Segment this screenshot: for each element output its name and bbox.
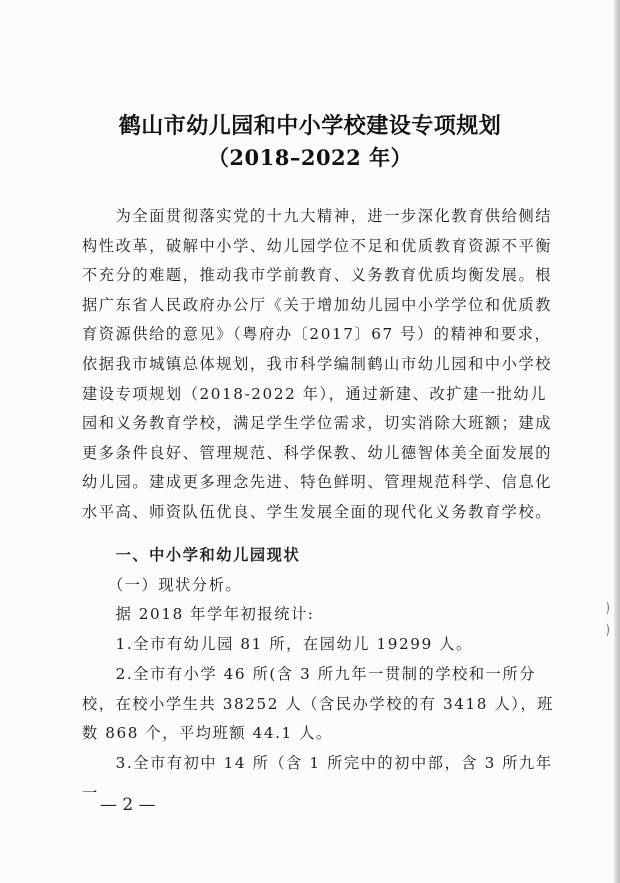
statistics-intro: 据 2018 年学年初报统计: [82, 605, 315, 623]
intro-paragraph: 为全面贯彻落实党的十九大精神，进一步深化教育供给侧结构性改革，破解中小学、幼儿园学位不足和优质教育资源不平衡不充分的难题，推动我市学前教育、义务教育优质均衡发展。根据广东省人民政府办公厅《关于增加幼儿园中小学学位和优质教育资源供给的意见》（粤府办〔2017〕67 号）的精神和要求，依据我市城镇总体规划，我市科学编制鹤山市幼儿园和中小学校建设专项规划（2018-2022 年），通过新建、改扩建一批幼儿园和义务教育学校，满足学生学位需求，切实消除大班额；建成更多条件良好、管理规范、科学保教、幼儿德智体美全面发展的幼儿园。建成更多理念先进、特色鲜明、管理规范科学、信息化水平高、师资队伍优良、学生发展全面的现代化义务教育学校。 [82, 207, 553, 521]
section-heading: 一、中小学和幼儿园现状 [82, 546, 301, 564]
list-item: 2.全市有小学 46 所(含 3 所九年一贯制的学校和一所分校，在校小学生共 38252 人（含民办学校的有 3418 人），班数 868 个，平均班额 44.1 人。 [82, 665, 555, 743]
document-title-years: （2018–2022 年） [207, 145, 413, 170]
list-item: 1.全市有幼儿园 81 所，在园幼儿 19299 人。 [82, 635, 473, 653]
subsection-heading: （一）现状分析。 [82, 576, 243, 594]
margin-bracket-mark: ) [605, 600, 609, 616]
page-number: — 2 — [100, 795, 156, 815]
document-title: 鹤山市幼儿园和中小学校建设专项规划 [118, 113, 502, 139]
list-item: 3.全市有初中 14 所（含 1 所完中的初中部，含 3 所九年一 [82, 754, 553, 802]
margin-bracket-mark: ) [605, 622, 609, 638]
